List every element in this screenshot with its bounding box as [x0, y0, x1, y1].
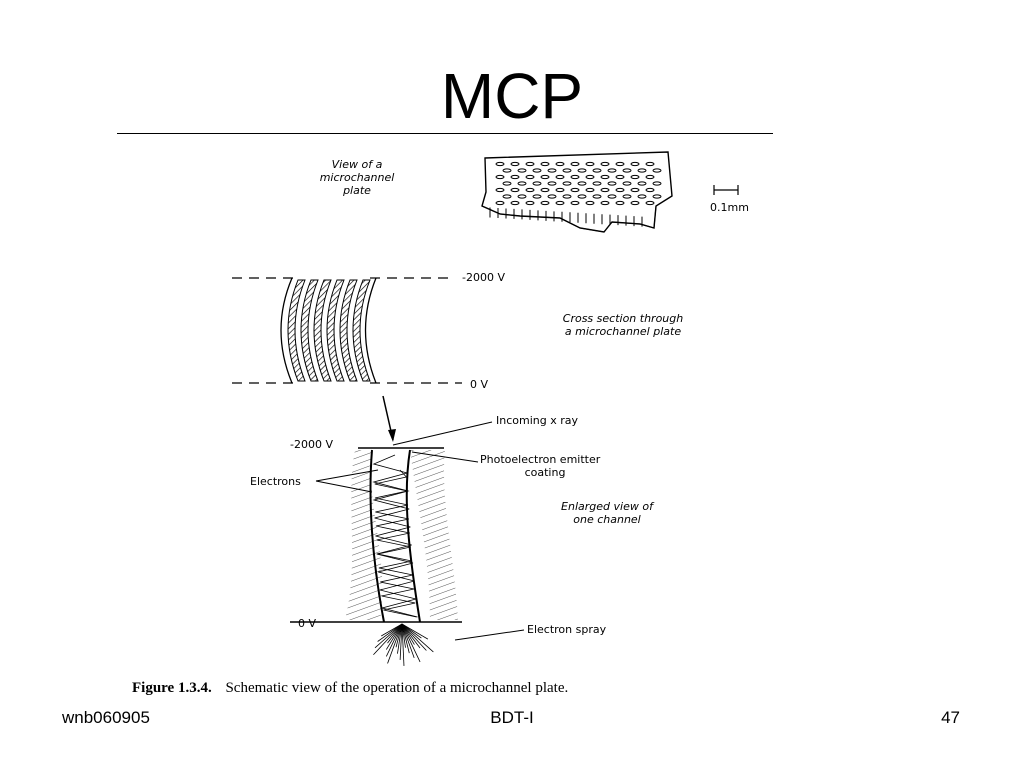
figure-caption-text: Schematic view of the operation of a microchannel plate. — [225, 680, 569, 696]
footer-left: wnb060905 — [62, 708, 150, 727]
channel-voltage-bottom-label: 0 V — [298, 617, 317, 630]
cross-section-label — [563, 312, 683, 338]
enlarged-view-label — [561, 500, 655, 526]
voltage-bottom-label: 0 V — [470, 378, 489, 391]
scale-bar — [710, 185, 749, 214]
figure-caption — [132, 680, 568, 696]
svg-text:plate: plate — [343, 184, 371, 197]
emitter-label — [480, 453, 601, 479]
svg-text:Cross section through: Cross section through — [562, 312, 684, 325]
svg-text:coating: coating — [524, 466, 566, 479]
plate-view-label — [320, 158, 395, 197]
svg-text:one channel: one channel — [573, 513, 641, 526]
electrons-label: Electrons — [250, 475, 301, 488]
channel-drawing — [290, 396, 492, 666]
footer-center: BDT-I — [490, 708, 534, 727]
svg-text:View of a: View of a — [331, 158, 383, 171]
incoming-xray-label: Incoming x ray — [496, 414, 578, 427]
footer-page-number: 47 — [941, 708, 960, 727]
scale-label: 0.1mm — [710, 201, 749, 214]
microchannel-plate-drawing — [482, 152, 672, 232]
figure-caption-number: Figure 1.3.4. — [132, 680, 212, 696]
spray-leader — [455, 630, 524, 640]
voltage-top-label: -2000 V — [462, 271, 505, 284]
svg-text:Enlarged view of: Enlarged view of — [561, 500, 653, 513]
cross-section-drawing — [232, 278, 462, 383]
slide-title: MCP — [440, 60, 584, 132]
svg-text:Photoelectron emitter: Photoelectron emitter — [480, 453, 601, 466]
electron-spray-label: Electron spray — [527, 623, 607, 636]
svg-text:a microchannel plate: a microchannel plate — [564, 325, 682, 338]
channel-voltage-top-label: -2000 V — [290, 438, 333, 451]
svg-text:microchannel: microchannel — [319, 171, 395, 184]
